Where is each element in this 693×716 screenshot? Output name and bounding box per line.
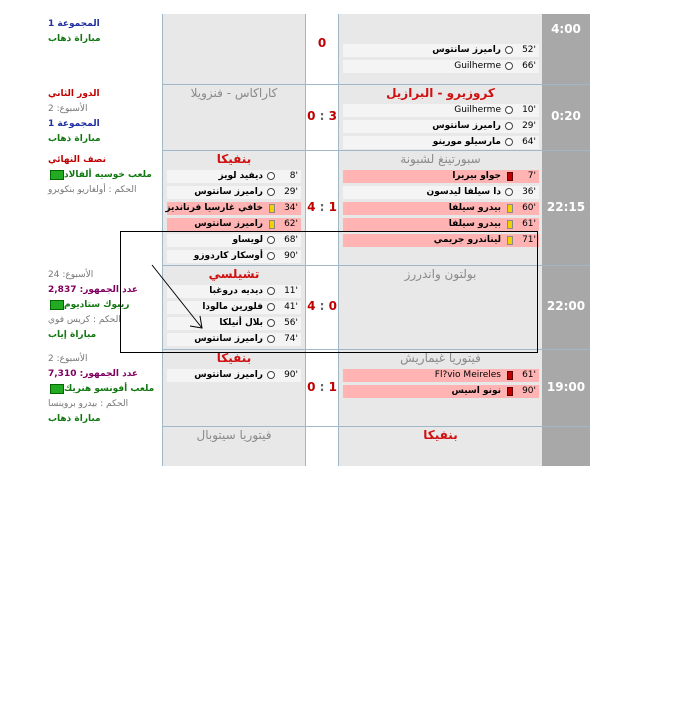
score	[306, 109, 338, 123]
event-minute: 64'	[522, 137, 536, 147]
event-row	[343, 385, 539, 398]
player-name[interactable]: ديديه دروغبا	[209, 286, 263, 296]
ball-icon	[505, 122, 513, 130]
away-team-cell	[162, 14, 306, 84]
player-name[interactable]: ديفيد لويز	[218, 171, 263, 181]
info-text: المجموعة 1	[48, 19, 100, 29]
away-team-name[interactable]: بنفيكا	[216, 152, 252, 166]
score-separator: :	[315, 379, 329, 394]
score-right: 0	[317, 36, 327, 50]
home-team-cell	[338, 14, 542, 84]
home-team-name[interactable]: فيتوريا غيماريش	[400, 351, 481, 365]
match-info	[48, 84, 162, 150]
player-name[interactable]: بلال أنيلكا	[219, 318, 263, 328]
away-team-name[interactable]: بنفيكا	[216, 351, 252, 365]
event-minute: 60'	[522, 203, 536, 213]
score-cell	[306, 426, 338, 466]
info-text: مباراة ذهاب	[48, 34, 101, 44]
event-row	[343, 136, 539, 149]
score-separator: :	[315, 199, 329, 214]
score-separator: :	[315, 299, 329, 313]
player-name[interactable]: رامیرز سانتوس	[432, 45, 501, 55]
home-team-cell	[338, 84, 542, 150]
info-line	[48, 382, 162, 397]
score-right: 1	[328, 379, 337, 394]
event-minute: 56'	[284, 318, 298, 328]
score	[306, 36, 338, 50]
score-right: 1	[328, 199, 337, 214]
info-text: الأسبوع: 24	[48, 270, 94, 280]
home-team-name[interactable]: سبورتينغ لشبونة	[400, 152, 481, 166]
info-line	[48, 117, 162, 132]
score-left: 4	[307, 299, 316, 313]
score-cell	[306, 14, 338, 84]
player-name[interactable]: Guilherme	[454, 105, 501, 115]
player-name[interactable]: بيدرو سيلفا	[448, 203, 501, 213]
info-line	[48, 87, 162, 102]
score-cell	[306, 349, 338, 426]
match-row[interactable]	[48, 426, 590, 466]
event-minute: 68'	[284, 235, 298, 245]
event-minute: 90'	[284, 251, 298, 261]
event-minute: 34'	[284, 203, 298, 213]
player-name[interactable]: مارسيلو مورينو	[432, 137, 501, 147]
row-divider	[162, 426, 590, 427]
ball-icon	[267, 172, 275, 180]
annotation-arrow	[150, 262, 210, 334]
ball-icon	[505, 62, 513, 70]
row-divider	[162, 84, 590, 85]
info-text: الحكم : كريس فوي	[48, 315, 121, 325]
player-name[interactable]: خافي غارسيا فرنانديز	[165, 203, 263, 213]
info-line	[48, 132, 162, 147]
score	[306, 200, 338, 214]
event-row	[343, 120, 539, 133]
event-row	[343, 60, 539, 73]
ball-icon	[267, 188, 275, 196]
match-info	[48, 14, 162, 84]
event-row	[343, 104, 539, 117]
score-left: 0	[307, 109, 316, 123]
away-team-cell	[162, 426, 306, 466]
info-line	[48, 352, 162, 367]
info-text: عدد الجمهور: 7,310	[48, 369, 139, 379]
event-minute: 10'	[522, 105, 536, 115]
player-name[interactable]: رامیرز سانتوس	[194, 219, 263, 229]
ball-icon	[505, 46, 513, 54]
info-text: الحكم : بيدرو بروينسا	[48, 399, 129, 409]
event-row	[343, 170, 539, 183]
event-minute: 66'	[522, 61, 536, 71]
player-name[interactable]: جواو بيريرا	[452, 171, 501, 181]
player-name[interactable]: ليناندرو جريمي	[433, 235, 501, 245]
event-row	[167, 202, 301, 215]
kickoff-time: 19:00	[546, 379, 586, 394]
info-line	[48, 153, 162, 168]
match-info	[48, 349, 162, 426]
info-text: مباراة ذهاب	[48, 134, 101, 144]
player-name[interactable]: رامیرز سانتوس	[432, 121, 501, 131]
info-text: الأسبوع: 2	[48, 104, 88, 114]
score-left: 4	[307, 199, 316, 214]
ball-icon	[505, 188, 513, 196]
info-line	[48, 412, 162, 427]
yellow-card-icon	[507, 220, 513, 229]
event-minute: 29'	[522, 121, 536, 131]
info-text: الأسبوع: 2	[48, 354, 88, 364]
away-team-name[interactable]: كاراكاس - فنزويلا	[190, 86, 278, 100]
info-text: مباراة إياب	[48, 330, 97, 340]
event-row	[167, 186, 301, 199]
stadium-icon	[50, 170, 64, 180]
away-team-name[interactable]: فيتوريا سيتوبال	[196, 428, 272, 442]
event-minute: 11'	[284, 286, 298, 296]
event-row	[343, 218, 539, 231]
kickoff-time-cell	[542, 349, 590, 426]
info-text: ملعب خوسيه ألفالاد	[64, 170, 152, 180]
event-minute: 62'	[284, 219, 298, 229]
stadium-icon	[50, 300, 64, 310]
ball-icon	[505, 106, 513, 114]
row-divider	[162, 150, 590, 151]
kickoff-time: 22:00	[546, 299, 586, 313]
score-right: 3	[328, 109, 337, 123]
player-name[interactable]: رامیرز سانتوس	[194, 187, 263, 197]
event-minute: 61'	[522, 219, 536, 229]
away-team-name[interactable]: تشيلسي	[208, 267, 260, 281]
event-row	[167, 369, 301, 382]
player-name[interactable]: أوسكار كاردوزو	[193, 251, 263, 261]
kickoff-time: 0:20	[551, 109, 581, 123]
event-minute: 29'	[284, 187, 298, 197]
info-line	[48, 168, 162, 183]
stadium-icon	[50, 384, 64, 394]
home-team-cell	[338, 426, 542, 466]
player-name[interactable]: Fl?vio Meireles	[434, 370, 501, 380]
home-team-name[interactable]: كروزيرو - البرازيل	[386, 86, 495, 100]
player-name[interactable]: رامیرز سانتوس	[194, 334, 263, 344]
info-text: الدور الثاني	[48, 89, 100, 99]
event-minute: 7'	[527, 171, 536, 181]
event-minute: 36'	[522, 187, 536, 197]
match-row[interactable]	[48, 84, 590, 150]
info-text: ريبوك ستاديوم	[64, 300, 130, 310]
yellow-card-icon	[269, 220, 275, 229]
ball-icon	[267, 371, 275, 379]
match-info	[48, 426, 162, 466]
kickoff-time-cell	[542, 426, 590, 466]
event-minute: 8'	[289, 171, 298, 181]
event-minute: 71'	[522, 235, 536, 245]
event-minute: 41'	[284, 302, 298, 312]
player-name[interactable]: نونو اسيس	[451, 386, 501, 396]
yellow-card-icon	[269, 204, 275, 213]
info-text: مباراة ذهاب	[48, 414, 101, 424]
away-team-cell	[162, 84, 306, 150]
player-name[interactable]: بيدرو سيلفا	[448, 219, 501, 229]
event-row	[343, 186, 539, 199]
info-line	[48, 32, 162, 47]
event-minute: 90'	[522, 386, 536, 396]
match-row[interactable]	[48, 14, 590, 84]
event-row	[343, 369, 539, 382]
event-minute: 90'	[284, 370, 298, 380]
info-text: ملعب أفونسو هنريك	[64, 384, 155, 394]
player-name[interactable]: Guilherme	[454, 61, 501, 71]
score-cell	[306, 84, 338, 150]
event-minute: 74'	[284, 334, 298, 344]
info-text: عدد الجمهور: 2,837	[48, 285, 139, 295]
red-card-icon	[507, 387, 513, 396]
home-team-cell	[338, 349, 542, 426]
event-minute: 61'	[522, 370, 536, 380]
kickoff-time: 22:15	[546, 199, 586, 214]
info-line	[48, 102, 162, 117]
info-text: المجموعة 1	[48, 119, 100, 129]
player-name[interactable]: دا سيلفا ليدسون	[426, 187, 501, 197]
player-name[interactable]: لويساو	[232, 235, 263, 245]
info-line	[48, 397, 162, 412]
red-card-icon	[507, 371, 513, 380]
player-name[interactable]: رامیرز سانتوس	[194, 370, 263, 380]
match-row[interactable]	[48, 349, 590, 426]
home-team-name[interactable]: بنفيكا	[423, 428, 458, 442]
score-separator: :	[315, 109, 329, 123]
event-row	[343, 202, 539, 215]
yellow-card-icon	[507, 204, 513, 213]
info-line	[48, 367, 162, 382]
ball-icon	[505, 138, 513, 146]
score-right: 0	[328, 299, 337, 313]
kickoff-time-cell	[542, 265, 590, 349]
event-row	[343, 44, 539, 57]
kickoff-time: 4:00	[551, 22, 581, 36]
info-line	[48, 17, 162, 32]
kickoff-time-cell	[542, 14, 590, 84]
home-team-name[interactable]: بولتون واندررز	[404, 267, 477, 281]
score-left: 0	[307, 379, 316, 394]
info-line	[48, 183, 162, 198]
event-row	[167, 170, 301, 183]
player-name[interactable]: فلورين مالودا	[202, 302, 263, 312]
info-text: نصف النهائي	[48, 155, 107, 165]
away-team-cell	[162, 349, 306, 426]
red-card-icon	[507, 172, 513, 181]
event-row	[167, 218, 301, 231]
kickoff-time-cell	[542, 150, 590, 265]
score	[306, 380, 338, 394]
kickoff-time-cell	[542, 84, 590, 150]
event-minute: 52'	[522, 45, 536, 55]
info-text: الحكم : أولغاريو بنكويرو	[48, 185, 137, 195]
